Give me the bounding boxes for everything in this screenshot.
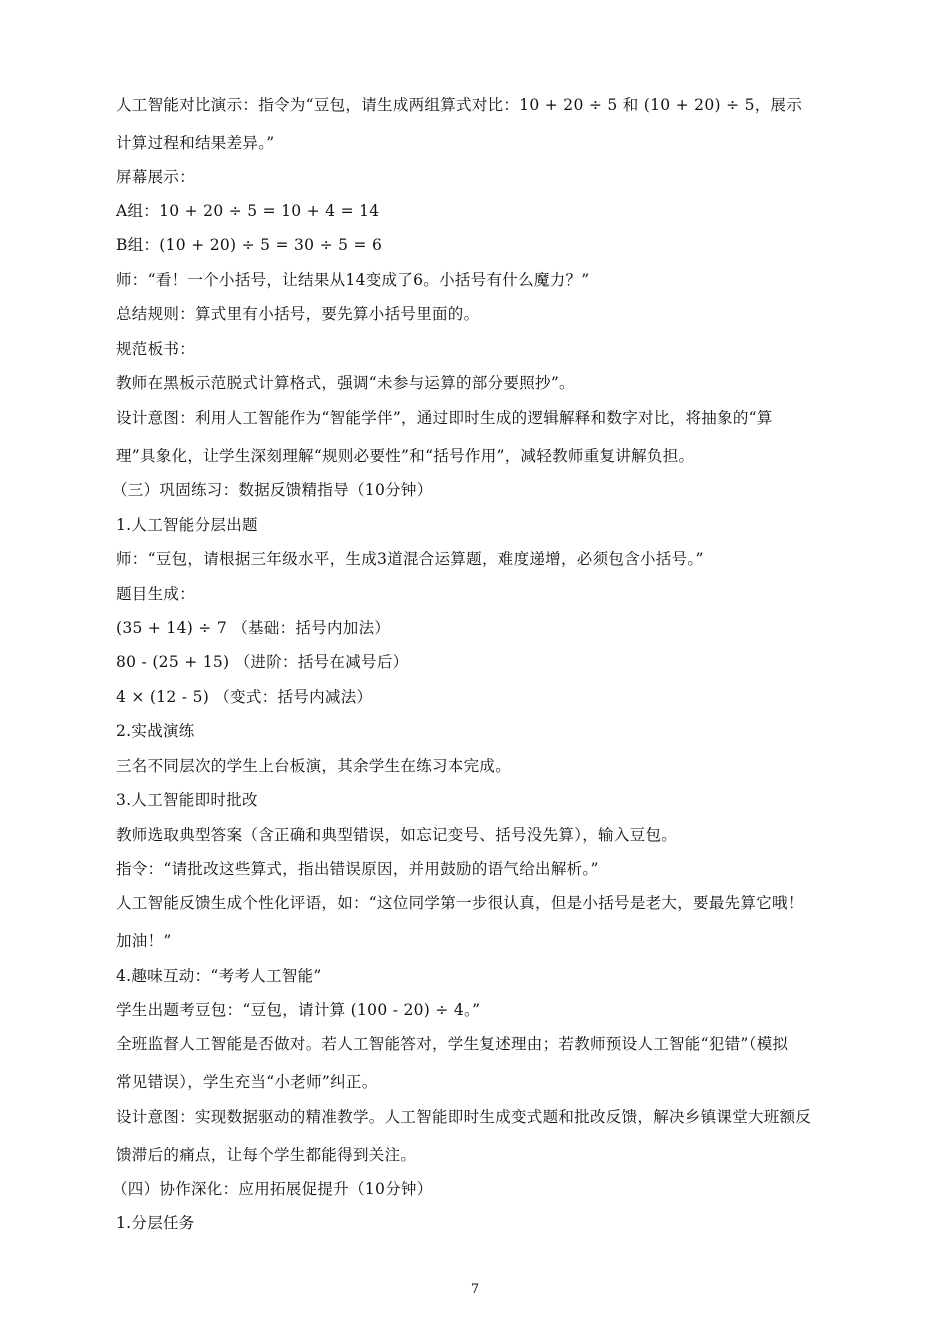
text-line: 屏幕展示： <box>116 168 196 186</box>
text-line: 学生出题考豆包：“豆包，请计算 (100 - 20) ÷ 4。” <box>116 1001 481 1019</box>
subheading: 3.人工智能即时批改 <box>116 791 258 809</box>
page-number: 7 <box>470 1282 480 1297</box>
text-line: 师：“看！一个小括号，让结果从14变成了6。小括号有什么魔力？” <box>116 271 590 289</box>
subheading: 1.人工智能分层出题 <box>116 516 258 534</box>
text-line: 设计意图：实现数据驱动的精准教学。人工智能即时生成变式题和批改反馈，解决乡镇课堂大班额反 <box>116 1108 812 1126</box>
text-line: 设计意图：利用人工智能作为“智能学伴”，通过即时生成的逻辑解释和数字对比，将抽象的“算 <box>116 409 773 427</box>
text-line: 计算过程和结果差异。” <box>116 134 275 152</box>
text-line: B组：(10 + 20) ÷ 5 = 30 ÷ 5 = 6 <box>116 236 383 254</box>
text-line: 馈滞后的痛点，让每个学生都能得到关注。 <box>116 1146 417 1164</box>
text-line: 教师在黑板示范脱式计算格式，强调“未参与运算的部分要照抄”。 <box>116 374 575 392</box>
text-line: 理”具象化，让学生深刻理解“规则必要性”和“括号作用”，减轻教师重复讲解负担。 <box>116 447 695 465</box>
text-line: 题目生成： <box>116 585 196 603</box>
text-line: 常见错误），学生充当“小老师”纠正。 <box>116 1073 378 1091</box>
section-heading: （三）巩固练习：数据反馈精指导（10分钟） <box>112 481 433 499</box>
text-line: 人工智能对比演示：指令为“豆包，请生成两组算式对比：10 + 20 ÷ 5 和 (10 + 20) ÷ 5，展示 <box>116 96 803 114</box>
text-line: 师：“豆包，请根据三年级水平，生成3道混合运算题，难度递增，必须包含小括号。” <box>116 550 704 568</box>
section-heading: （四）协作深化：应用拓展促提升（10分钟） <box>112 1180 433 1198</box>
text-line: 4 × (12 - 5) （变式：括号内减法） <box>116 688 373 706</box>
text-line: 总结规则：算式里有小括号，要先算小括号里面的。 <box>116 305 480 323</box>
subheading: 4.趣味互动：“考考人工智能” <box>116 967 322 985</box>
text-line: 指令：“请批改这些算式，指出错误原因，并用鼓励的语气给出解析。” <box>116 860 599 878</box>
text-line: A组：10 + 20 ÷ 5 = 10 + 4 = 14 <box>116 202 380 220</box>
subheading: 2.实战演练 <box>116 722 195 740</box>
text-line: 全班监督人工智能是否做对。若人工智能答对，学生复述理由；若教师预设人工智能“犯错”（模拟 <box>116 1035 789 1053</box>
text-line: 人工智能反馈生成个性化评语，如：“这位同学第一步很认真，但是小括号是老大，要最先算它哦！ <box>116 894 804 912</box>
text-line: (35 + 14) ÷ 7 （基础：括号内加法） <box>116 619 391 637</box>
subheading: 1.分层任务 <box>116 1214 195 1232</box>
text-line: 规范板书： <box>116 340 196 358</box>
text-line: 三名不同层次的学生上台板演，其余学生在练习本完成。 <box>116 757 512 775</box>
text-line: 教师选取典型答案（含正确和典型错误，如忘记变号、括号没先算），输入豆包。 <box>116 826 678 844</box>
text-line: 80 - (25 + 15) （进阶：括号在减号后） <box>116 653 409 671</box>
text-line: 加油！” <box>116 932 172 950</box>
